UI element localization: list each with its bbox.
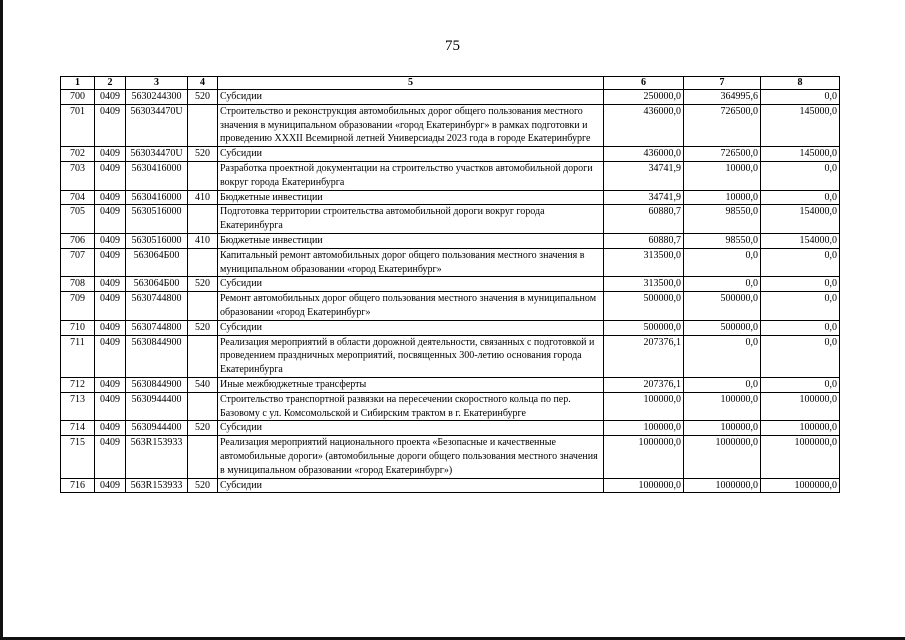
header-col-2: 2 [95, 77, 126, 90]
amount-col-8: 0,0 [761, 292, 840, 321]
section-code: 0409 [95, 205, 126, 234]
expense-type-code: 520 [188, 421, 218, 436]
section-code: 0409 [95, 190, 126, 205]
expense-type-code [188, 392, 218, 421]
item-name: Субсидии [218, 478, 604, 493]
expense-type-code [188, 205, 218, 234]
amount-col-7: 726500,0 [684, 147, 761, 162]
row-number: 700 [61, 90, 95, 105]
amount-col-6: 436000,0 [604, 147, 684, 162]
row-number: 711 [61, 335, 95, 377]
page-number: 75 [445, 38, 460, 54]
expense-type-code: 410 [188, 190, 218, 205]
amount-col-6: 500000,0 [604, 292, 684, 321]
item-name: Иные межбюджетные трансферты [218, 377, 604, 392]
section-code: 0409 [95, 292, 126, 321]
section-code: 0409 [95, 392, 126, 421]
amount-col-6: 313500,0 [604, 248, 684, 277]
amount-col-7: 0,0 [684, 248, 761, 277]
target-article-code: 563064Б00 [126, 248, 188, 277]
amount-col-8: 154000,0 [761, 233, 840, 248]
amount-col-6: 60880,7 [604, 233, 684, 248]
header-col-3: 3 [126, 77, 188, 90]
amount-col-6: 207376,1 [604, 377, 684, 392]
item-name: Капитальный ремонт автомобильных дорог общего пользования местного значения в муниципальном образовании «город Екатеринбург» [218, 248, 604, 277]
amount-col-8: 100000,0 [761, 392, 840, 421]
amount-col-7: 100000,0 [684, 392, 761, 421]
row-number: 716 [61, 478, 95, 493]
amount-col-7: 10000,0 [684, 190, 761, 205]
amount-col-8: 100000,0 [761, 421, 840, 436]
expense-type-code: 520 [188, 277, 218, 292]
amount-col-6: 313500,0 [604, 277, 684, 292]
target-article-code: 5630516000 [126, 233, 188, 248]
scan-border-left [0, 0, 3, 640]
row-number: 713 [61, 392, 95, 421]
amount-col-8: 0,0 [761, 377, 840, 392]
table-row [61, 292, 840, 321]
target-article-code: 5630244300 [126, 90, 188, 105]
amount-col-6: 207376,1 [604, 335, 684, 377]
amount-col-7: 1000000,0 [684, 478, 761, 493]
amount-col-6: 1000000,0 [604, 478, 684, 493]
target-article-code: 563R153933 [126, 478, 188, 493]
table-row [61, 377, 840, 392]
row-number: 710 [61, 320, 95, 335]
table-row [61, 147, 840, 162]
header-col-5: 5 [218, 77, 604, 90]
expense-type-code [188, 335, 218, 377]
row-number: 708 [61, 277, 95, 292]
amount-col-8: 0,0 [761, 320, 840, 335]
row-number: 707 [61, 248, 95, 277]
row-number: 703 [61, 161, 95, 190]
expense-type-code [188, 161, 218, 190]
table-row [61, 421, 840, 436]
row-number: 709 [61, 292, 95, 321]
item-name: Субсидии [218, 320, 604, 335]
item-name: Разработка проектной документации на строительство участков автомобильной дороги вокруг города Екатеринбурга [218, 161, 604, 190]
target-article-code: 5630744800 [126, 292, 188, 321]
section-code: 0409 [95, 248, 126, 277]
amount-col-7: 98550,0 [684, 233, 761, 248]
amount-col-7: 98550,0 [684, 205, 761, 234]
table-row [61, 205, 840, 234]
header-col-8: 8 [761, 77, 840, 90]
table-row [61, 320, 840, 335]
amount-col-7: 10000,0 [684, 161, 761, 190]
section-code: 0409 [95, 421, 126, 436]
amount-col-6: 250000,0 [604, 90, 684, 105]
amount-col-6: 100000,0 [604, 392, 684, 421]
amount-col-8: 0,0 [761, 161, 840, 190]
target-article-code: 5630744800 [126, 320, 188, 335]
amount-col-8: 145000,0 [761, 104, 840, 146]
row-number: 705 [61, 205, 95, 234]
target-article-code: 5630516000 [126, 205, 188, 234]
section-code: 0409 [95, 277, 126, 292]
expense-type-code: 520 [188, 320, 218, 335]
table-row [61, 90, 840, 105]
row-number: 712 [61, 377, 95, 392]
expense-type-code: 410 [188, 233, 218, 248]
row-number: 714 [61, 421, 95, 436]
amount-col-6: 34741,9 [604, 190, 684, 205]
amount-col-8: 154000,0 [761, 205, 840, 234]
amount-col-7: 500000,0 [684, 292, 761, 321]
table-row [61, 248, 840, 277]
item-name: Ремонт автомобильных дорог общего пользования местного значения в муниципальном образовании «город Екатеринбург» [218, 292, 604, 321]
amount-col-8: 1000000,0 [761, 478, 840, 493]
amount-col-6: 500000,0 [604, 320, 684, 335]
item-name: Субсидии [218, 90, 604, 105]
expense-type-code: 520 [188, 147, 218, 162]
target-article-code: 5630844900 [126, 377, 188, 392]
section-code: 0409 [95, 478, 126, 493]
table-row [61, 478, 840, 493]
expense-type-code: 520 [188, 478, 218, 493]
table-row [61, 392, 840, 421]
target-article-code: 5630944400 [126, 392, 188, 421]
budget-table [60, 76, 840, 493]
table-row [61, 161, 840, 190]
amount-col-7: 500000,0 [684, 320, 761, 335]
item-name: Подготовка территории строительства автомобильной дороги вокруг города Екатеринбурга [218, 205, 604, 234]
amount-col-6: 100000,0 [604, 421, 684, 436]
amount-col-8: 145000,0 [761, 147, 840, 162]
amount-col-7: 0,0 [684, 335, 761, 377]
amount-col-6: 34741,9 [604, 161, 684, 190]
target-article-code: 5630416000 [126, 161, 188, 190]
expense-type-code: 540 [188, 377, 218, 392]
section-code: 0409 [95, 90, 126, 105]
amount-col-7: 1000000,0 [684, 436, 761, 478]
table-row [61, 277, 840, 292]
target-article-code: 563034470U [126, 104, 188, 146]
item-name: Субсидии [218, 147, 604, 162]
target-article-code: 563064Б00 [126, 277, 188, 292]
amount-col-8: 0,0 [761, 277, 840, 292]
amount-col-6: 1000000,0 [604, 436, 684, 478]
header-col-7: 7 [684, 77, 761, 90]
item-name: Строительство и реконструкция автомобильных дорог общего пользования местного значения в муниципальном образовании «город Екатеринбург» в рамках подготовки и проведению XXXII Всемирной летней Универсиады 2023 года в городе Екатеринбурге [218, 104, 604, 146]
amount-col-6: 436000,0 [604, 104, 684, 146]
row-number: 715 [61, 436, 95, 478]
row-number: 701 [61, 104, 95, 146]
table-body [61, 90, 840, 493]
amount-col-7: 726500,0 [684, 104, 761, 146]
section-code: 0409 [95, 147, 126, 162]
expense-type-code [188, 248, 218, 277]
amount-col-8: 0,0 [761, 90, 840, 105]
section-code: 0409 [95, 335, 126, 377]
row-number: 704 [61, 190, 95, 205]
section-code: 0409 [95, 436, 126, 478]
expense-type-code [188, 292, 218, 321]
table-row [61, 335, 840, 377]
header-col-1: 1 [61, 77, 95, 90]
item-name: Реализация мероприятий национального проекта «Безопасные и качественные автомобильные дороги» (автомобильные дороги общего пользования местного значения в муниципальном образовании «город Екатеринбург») [218, 436, 604, 478]
item-name: Субсидии [218, 421, 604, 436]
table-row [61, 104, 840, 146]
section-code: 0409 [95, 377, 126, 392]
expense-type-code [188, 104, 218, 146]
section-code: 0409 [95, 320, 126, 335]
target-article-code: 563R153933 [126, 436, 188, 478]
item-name: Бюджетные инвестиции [218, 233, 604, 248]
expense-type-code [188, 436, 218, 478]
header-col-6: 6 [604, 77, 684, 90]
target-article-code: 563034470U [126, 147, 188, 162]
amount-col-6: 60880,7 [604, 205, 684, 234]
amount-col-8: 0,0 [761, 335, 840, 377]
table-header [61, 77, 840, 90]
header-col-4: 4 [188, 77, 218, 90]
item-name: Бюджетные инвестиции [218, 190, 604, 205]
row-number: 702 [61, 147, 95, 162]
section-code: 0409 [95, 104, 126, 146]
table-row [61, 436, 840, 478]
target-article-code: 5630844900 [126, 335, 188, 377]
item-name: Реализация мероприятий в области дорожной деятельности, связанных с подготовкой и проведением праздничных мероприятий, посвященных 300-летию основания города Екатеринбурга [218, 335, 604, 377]
expense-type-code: 520 [188, 90, 218, 105]
amount-col-7: 0,0 [684, 277, 761, 292]
amount-col-7: 364995,6 [684, 90, 761, 105]
item-name: Субсидии [218, 277, 604, 292]
table-row [61, 190, 840, 205]
amount-col-8: 0,0 [761, 248, 840, 277]
section-code: 0409 [95, 161, 126, 190]
target-article-code: 5630944400 [126, 421, 188, 436]
amount-col-7: 0,0 [684, 377, 761, 392]
target-article-code: 5630416000 [126, 190, 188, 205]
table-row [61, 233, 840, 248]
row-number: 706 [61, 233, 95, 248]
amount-col-8: 0,0 [761, 190, 840, 205]
section-code: 0409 [95, 233, 126, 248]
item-name: Строительство транспортной развязки на пересечении скоростного кольца по пер. Базовому с ул. Комсомольской и Сибирским трактом в г. Екатеринбурге [218, 392, 604, 421]
amount-col-8: 1000000,0 [761, 436, 840, 478]
header-row [61, 77, 840, 90]
amount-col-7: 100000,0 [684, 421, 761, 436]
